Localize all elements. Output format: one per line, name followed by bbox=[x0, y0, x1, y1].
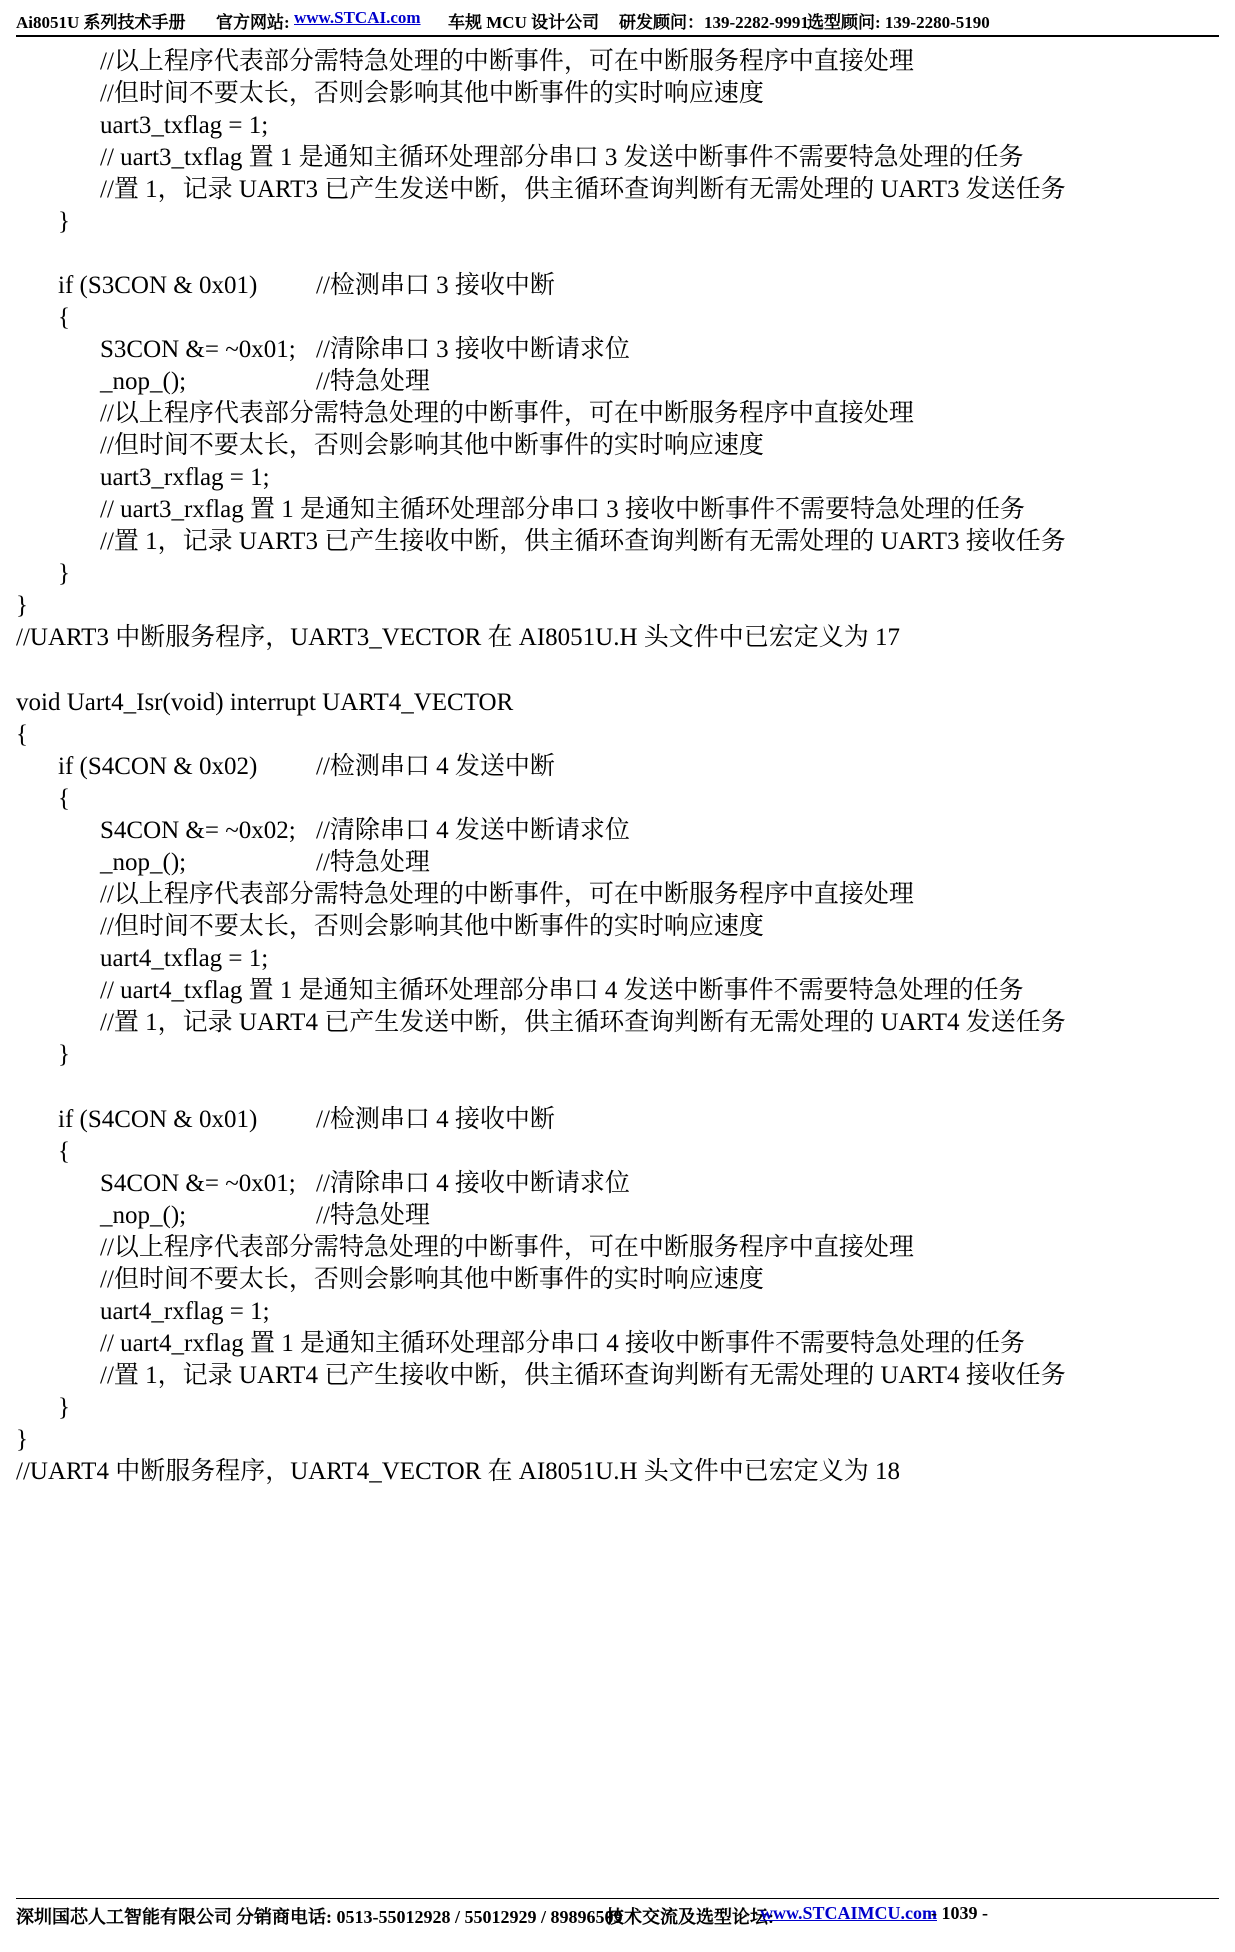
code-line: //以上程序代表部分需特急处理的中断事件，可在中断服务程序中直接处理 bbox=[100, 48, 914, 75]
code-line: _nop_(); //特急处理 bbox=[100, 849, 430, 876]
code-line: } bbox=[16, 1426, 28, 1453]
code-line: //置 1，记录 UART4 已产生接收中断，供主循环查询判断有无需处理的 UART4 接收任务 bbox=[100, 1362, 1066, 1389]
code-line: { bbox=[16, 721, 28, 748]
code-comment: //清除串口 4 发送中断请求位 bbox=[316, 817, 630, 844]
code-line: } bbox=[58, 208, 70, 235]
code-line: uart4_txflag = 1; bbox=[100, 945, 269, 972]
code-line: if (S4CON & 0x02) //检测串口 4 发送中断 bbox=[58, 753, 555, 780]
forum-label: 技术交流及选型论坛: bbox=[606, 1907, 774, 1927]
code-comment: //清除串口 3 接收中断请求位 bbox=[316, 336, 630, 363]
code-line: //但时间不要太长，否则会影响其他中断事件的实时响应速度 bbox=[100, 1266, 764, 1293]
code-comment: //清除串口 4 接收中断请求位 bbox=[316, 1170, 630, 1197]
rd-contact: 研发顾问：139-2282-9991 bbox=[619, 13, 809, 32]
footer-phone: 分销商电话: 0513-55012928 / 55012929 / 89896509 bbox=[236, 1907, 623, 1927]
code-line: S3CON &= ~0x01; //清除串口 3 接收中断请求位 bbox=[100, 336, 630, 363]
code-line: { bbox=[58, 304, 70, 331]
selection-contact: 选型顾问: 139-2280-5190 bbox=[807, 13, 990, 32]
code-comment: //检测串口 4 接收中断 bbox=[316, 1106, 555, 1133]
code-comment: //特急处理 bbox=[316, 368, 430, 395]
code-line: //以上程序代表部分需特急处理的中断事件，可在中断服务程序中直接处理 bbox=[100, 1234, 914, 1261]
manual-title: Ai8051U 系列技术手册 bbox=[16, 13, 186, 32]
code-line: if (S4CON & 0x01) //检测串口 4 接收中断 bbox=[58, 1106, 555, 1133]
site-url-link[interactable]: www.STCAI.com bbox=[294, 8, 421, 27]
code-line: S4CON &= ~0x01; //清除串口 4 接收中断请求位 bbox=[100, 1170, 630, 1197]
code-line: // uart3_rxflag 置 1 是通知主循环处理部分串口 3 接收中断事件不需要特急处理的任务 bbox=[100, 496, 1025, 523]
code-line: //置 1，记录 UART3 已产生发送中断，供主循环查询判断有无需处理的 UART3 发送任务 bbox=[100, 176, 1066, 203]
code-comment: //特急处理 bbox=[316, 1202, 430, 1229]
code-line: } bbox=[58, 560, 70, 587]
code-line: uart3_rxflag = 1; bbox=[100, 464, 270, 491]
code-line: { bbox=[58, 1138, 70, 1165]
code-line: } bbox=[58, 1041, 70, 1068]
code-comment: //检测串口 3 接收中断 bbox=[316, 272, 555, 299]
page-footer bbox=[16, 1903, 1219, 1931]
code-line: //UART3 中断服务程序，UART3_VECTOR 在 AI8051U.H 头文件中已宏定义为 17 bbox=[16, 624, 901, 651]
code-line: //但时间不要太长，否则会影响其他中断事件的实时响应速度 bbox=[100, 432, 764, 459]
code-line: S4CON &= ~0x02; //清除串口 4 发送中断请求位 bbox=[100, 817, 630, 844]
code-line: _nop_(); //特急处理 bbox=[100, 1202, 430, 1229]
code-line: uart3_txflag = 1; bbox=[100, 112, 269, 139]
code-line: //置 1，记录 UART3 已产生接收中断，供主循环查询判断有无需处理的 UART3 接收任务 bbox=[100, 528, 1066, 555]
code-line: } bbox=[58, 1394, 70, 1421]
page-number: - 1039 - bbox=[931, 1903, 988, 1923]
code-line: //但时间不要太长，否则会影响其他中断事件的实时响应速度 bbox=[100, 80, 764, 107]
code-line: //置 1，记录 UART4 已产生发送中断，供主循环查询判断有无需处理的 UART4 发送任务 bbox=[100, 1009, 1066, 1036]
forum-url-link[interactable]: www.STCAIMCU.com bbox=[760, 1903, 937, 1923]
footer-company: 深圳国芯人工智能有限公司 bbox=[16, 1907, 232, 1927]
code-line: if (S3CON & 0x01) //检测串口 3 接收中断 bbox=[58, 272, 555, 299]
footer-rule bbox=[16, 1898, 1219, 1899]
code-line: { bbox=[58, 785, 70, 812]
site-label: 官方网站: bbox=[216, 13, 290, 32]
company-tagline: 车规 MCU 设计公司 bbox=[448, 13, 600, 32]
code-comment: //特急处理 bbox=[316, 849, 430, 876]
code-line: //但时间不要太长，否则会影响其他中断事件的实时响应速度 bbox=[100, 913, 764, 940]
code-line: void Uart4_Isr(void) interrupt UART4_VECTOR bbox=[16, 689, 514, 716]
code-line: //以上程序代表部分需特急处理的中断事件，可在中断服务程序中直接处理 bbox=[100, 400, 914, 427]
code-line: uart4_rxflag = 1; bbox=[100, 1298, 270, 1325]
header-rule bbox=[16, 35, 1219, 37]
code-line: // uart4_rxflag 置 1 是通知主循环处理部分串口 4 接收中断事件不需要特急处理的任务 bbox=[100, 1330, 1025, 1357]
code-line: // uart3_txflag 置 1 是通知主循环处理部分串口 3 发送中断事件不需要特急处理的任务 bbox=[100, 144, 1024, 171]
forum-link[interactable] bbox=[760, 1903, 937, 1924]
code-line: // uart4_txflag 置 1 是通知主循环处理部分串口 4 发送中断事件不需要特急处理的任务 bbox=[100, 977, 1024, 1004]
code-line: _nop_(); //特急处理 bbox=[100, 368, 430, 395]
code-line: } bbox=[16, 592, 28, 619]
code-comment: //检测串口 4 发送中断 bbox=[316, 753, 555, 780]
page-header bbox=[16, 8, 1219, 34]
site-link[interactable] bbox=[294, 8, 421, 28]
code-line: //以上程序代表部分需特急处理的中断事件，可在中断服务程序中直接处理 bbox=[100, 881, 914, 908]
code-line: //UART4 中断服务程序，UART4_VECTOR 在 AI8051U.H 头文件中已宏定义为 18 bbox=[16, 1458, 901, 1485]
